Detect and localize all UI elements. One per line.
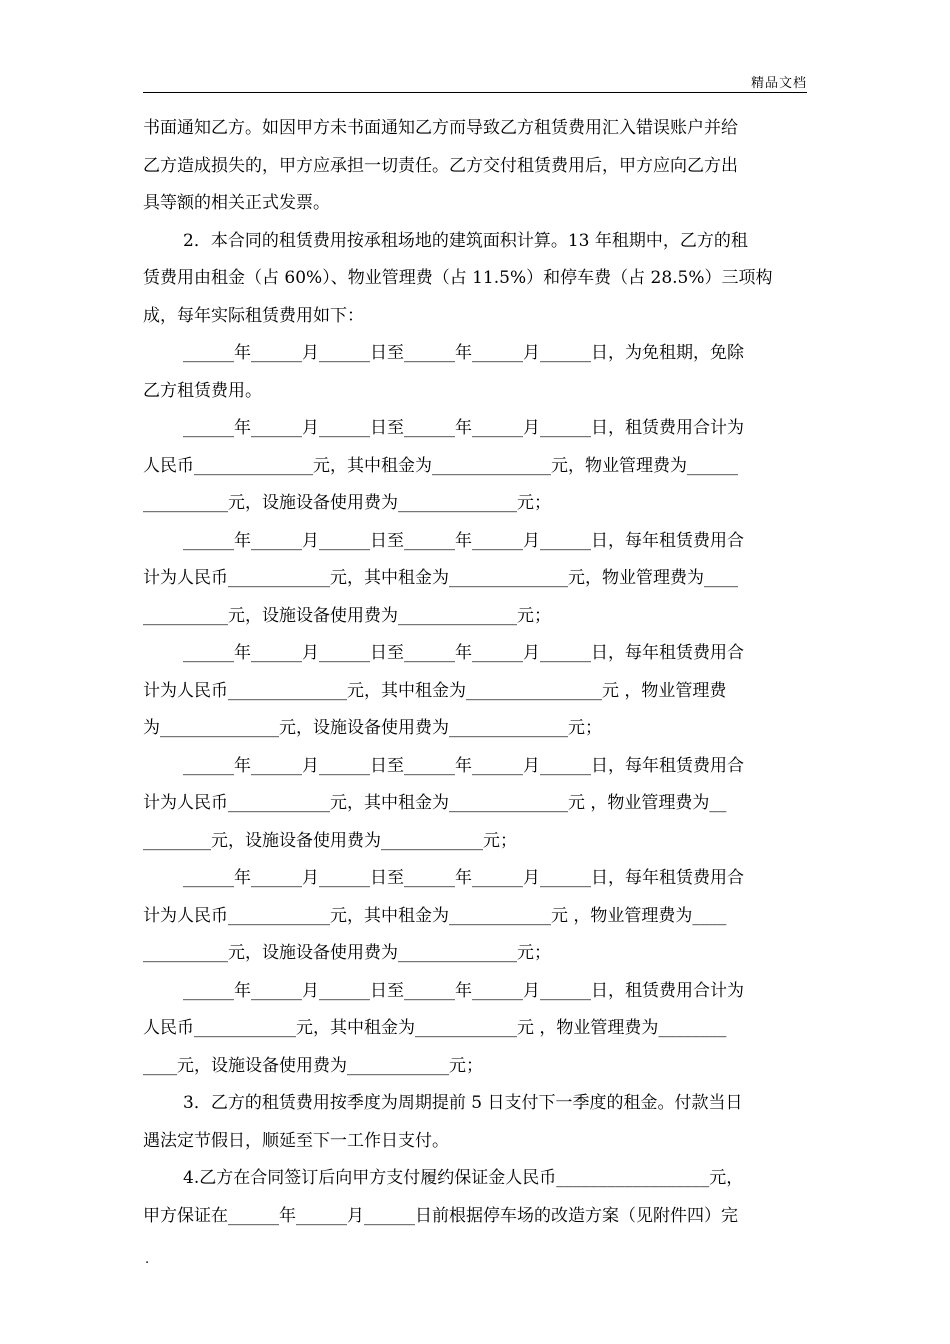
footer-mark: . [145,1252,150,1267]
text-line: 为______________元，设施设备使用费为______________元； [143,718,602,738]
text-line: 2．本合同的租赁费用按承租场地的建筑面积计算。13 年租期中，乙方的租 [183,230,748,251]
text-line: ________元，设施设备使用费为____________元； [143,830,517,851]
header-label: 精品文档 [750,76,807,91]
text-line: 计为人民币____________元，其中租金为____________元 ，物业管理费为____ [143,905,727,926]
text-line: ______年______月______日至______年______月______日，每年租赁费用合 [183,530,744,551]
text-line: __________元，设施设备使用费为______________元； [143,605,551,626]
text-line: ______年______月______日至______年______月______日，每年租赁费用合 [183,868,744,888]
text-line: ______年______月______日至______年______月______日，每年租赁费用合 [183,755,744,776]
text-line: ____元，设施设备使用费为____________元； [143,1055,483,1076]
text-line: 具等额的相关正式发票。 [143,193,330,213]
text-line: 乙方租赁费用。 [143,380,262,401]
text-line: __________元，设施设备使用费为______________元； [143,943,551,963]
text-line: ______年______月______日至______年______月______日，为免租期，免除 [183,343,744,363]
text-line: 计为人民币______________元，其中租金为________________元 ，物业管理费 [143,680,727,701]
text-line: 甲方保证在______年______月______日前根据停车场的改造方案（见附件四）完 [143,1205,738,1226]
text-line: 4.乙方在合同签订后向甲方支付履约保证金人民币__________________元， [183,1168,744,1188]
text-line: 遇法定节假日，顺延至下一工作日支付。 [143,1130,449,1151]
text-line: 乙方造成损失的，甲方应承担一切责任。乙方交付租赁费用后，甲方应向乙方出 [143,155,738,176]
header-divider [143,92,807,93]
text-line: 计为人民币____________元，其中租金为______________元 ，物业管理费为__ [143,793,727,813]
text-line: 人民币____________元，其中租金为____________元 ，物业管理费为________ [143,1018,727,1038]
text-line: 3．乙方的租赁费用按季度为周期提前 5 日支付下一季度的租金。付款当日 [183,1093,743,1113]
text-line: ______年______月______日至______年______月______日，每年租赁费用合 [183,643,744,663]
text-line: ______年______月______日至______年______月______日，租赁费用合计为 [183,418,744,438]
text-line: 赁费用由租金（占 60%）、物业管理费（占 11.5%）和停车费（占 28.5%）三项构 [143,268,773,288]
text-line: 成，每年实际租赁费用如下： [143,305,364,326]
text-line: __________元，设施设备使用费为______________元； [143,493,551,513]
text-line: 书面通知乙方。如因甲方未书面通知乙方而导致乙方租赁费用汇入错误账户并给 [143,118,738,138]
text-line: 人民币______________元，其中租金为______________元，物业管理费为______ [143,455,738,476]
document-body [143,110,807,1235]
text-line: ______年______月______日至______年______月______日，租赁费用合计为 [183,980,744,1001]
text-line: 计为人民币____________元，其中租金为______________元，物业管理费为____ [143,568,738,588]
